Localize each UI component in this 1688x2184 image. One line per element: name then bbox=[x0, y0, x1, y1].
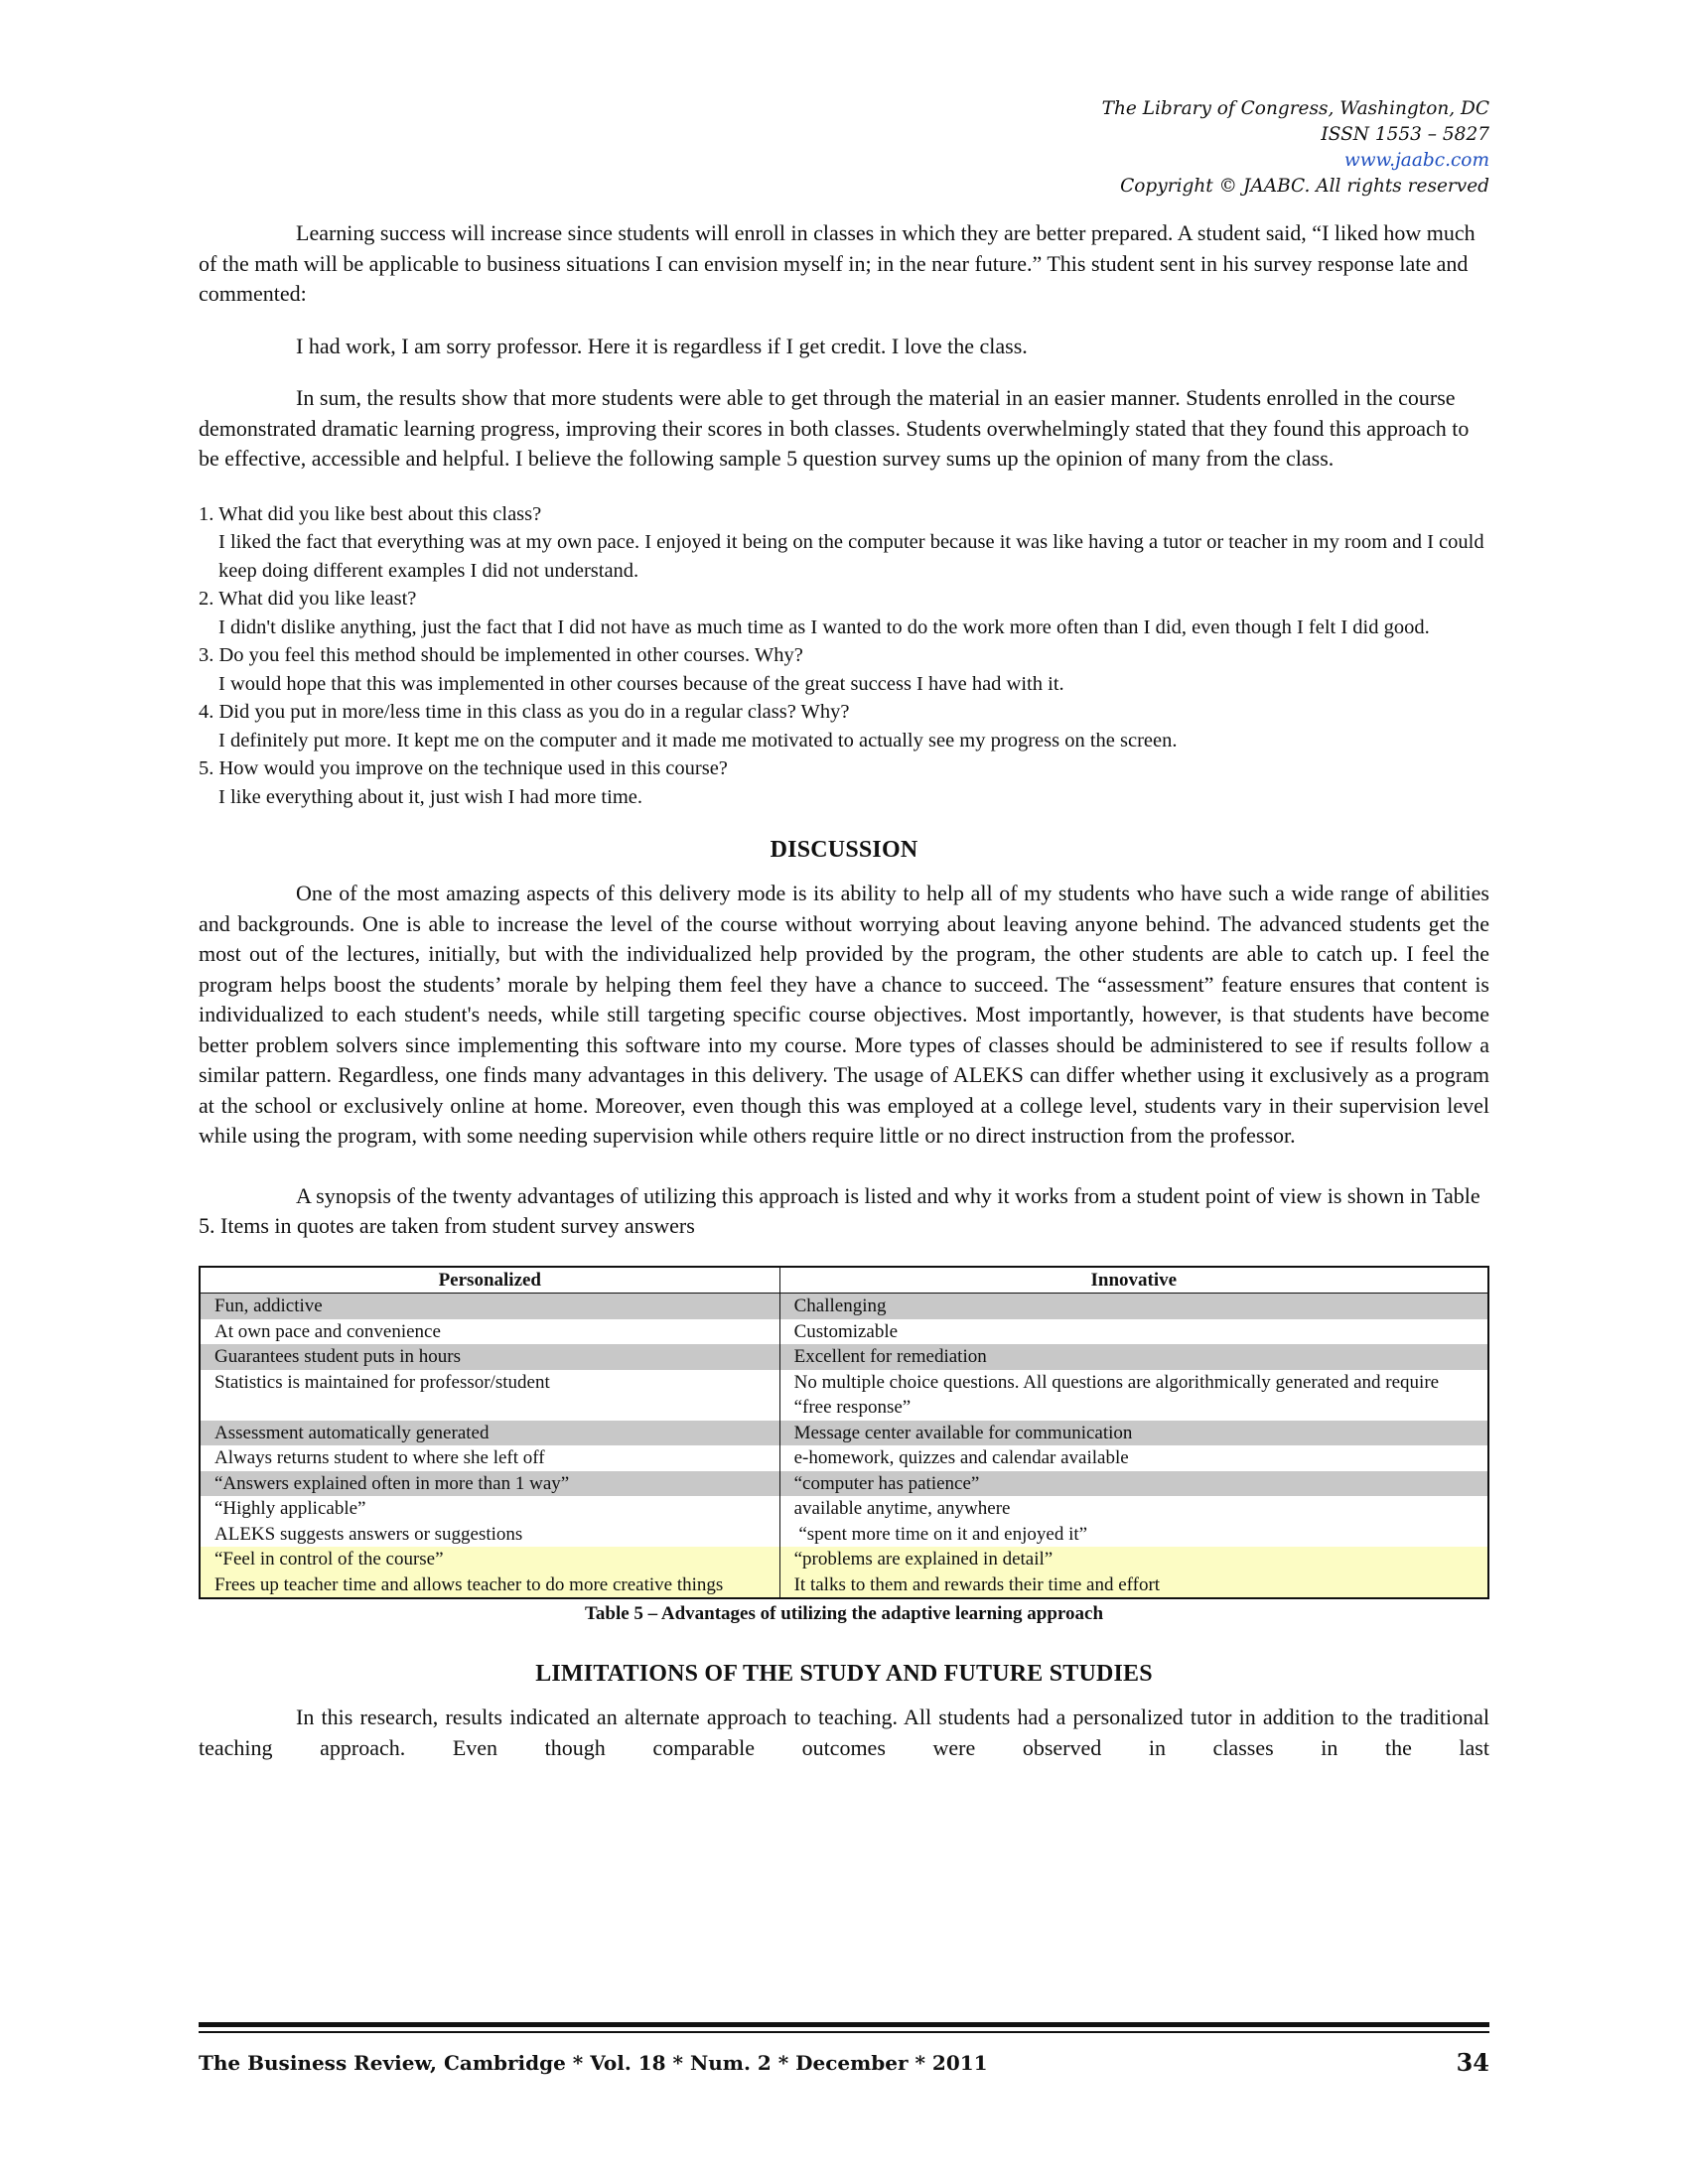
survey-question: 2. What did you like least? bbox=[199, 588, 417, 610]
header-copyright: Copyright © JAABC. All rights reserved bbox=[1120, 176, 1489, 197]
discussion-heading: DISCUSSION bbox=[770, 837, 918, 863]
paragraph-in-sum: In sum, the results show that more students were able to get through the material in an easier manner. Students enrolled in the course demonstrated dramatic learning progress, improving their scores in both classes. Students overwhelmingly stated that they found this approach to be effective, accessible and helpful. I believe the following sample 5 question survey sums up the opinion of many from the class. bbox=[199, 385, 1470, 471]
header-library: The Library of Congress, Washington, DC bbox=[1101, 98, 1489, 119]
table-cell bbox=[200, 1294, 779, 1319]
table-cell bbox=[779, 1344, 1488, 1370]
cell-text: “Feel in control of the course” bbox=[214, 1549, 444, 1570]
footer-rule-thick bbox=[199, 2022, 1489, 2027]
cell-text: Challenging bbox=[793, 1296, 887, 1316]
table-cell bbox=[779, 1370, 1488, 1421]
cell-text: Guarantees student puts in hours bbox=[214, 1346, 462, 1367]
paragraph-learning-success: Learning success will increase since students will enroll in classes in which they are better prepared. A student said, “I liked how much of the math will be applicable to business situations I can envision myself in; in the near future.” This student sent in his survey response late and commented: bbox=[199, 220, 1476, 306]
cell-text: available anytime, anywhere bbox=[793, 1498, 1011, 1519]
cell-text: “Answers explained often in more than 1 way” bbox=[214, 1472, 570, 1494]
header-issn: ISSN 1553 – 5827 bbox=[1321, 124, 1489, 145]
table-row bbox=[200, 1496, 1488, 1547]
table-cell bbox=[200, 1547, 779, 1598]
table-cell bbox=[200, 1496, 779, 1547]
table-row bbox=[200, 1421, 1488, 1446]
cell-text: ALEKS suggests answers or suggestions bbox=[214, 1523, 523, 1545]
table-cell bbox=[779, 1445, 1488, 1471]
survey-question: 4. Did you put in more/less time in this class as you do in a regular class? Why? bbox=[199, 701, 850, 723]
column-header-innovative: Innovative bbox=[779, 1267, 1488, 1294]
table-cell bbox=[200, 1344, 779, 1370]
cell-text: No multiple choice questions. All questions are algorithmically generated and require “free response” bbox=[793, 1371, 1440, 1418]
table-row bbox=[200, 1344, 1488, 1370]
cell-text: Statistics is maintained for professor/student bbox=[214, 1371, 550, 1393]
cell-text: Always returns student to where she left off bbox=[214, 1447, 545, 1468]
survey-question: 1. What did you like best about this class? bbox=[199, 502, 542, 525]
table-cell bbox=[200, 1421, 779, 1446]
table-cell bbox=[779, 1547, 1488, 1598]
cell-text: Excellent for remediation bbox=[793, 1346, 987, 1367]
table-header-row bbox=[200, 1267, 1488, 1294]
cell-text: Frees up teacher time and allows teacher to do more creative things bbox=[214, 1573, 724, 1595]
table-cell bbox=[200, 1445, 779, 1471]
table-row bbox=[200, 1319, 1488, 1345]
table-row bbox=[200, 1294, 1488, 1319]
table-row bbox=[200, 1445, 1488, 1471]
discussion-paragraph: One of the most amazing aspects of this delivery mode is its ability to help all of my students who have such a wide range of abilities and backgrounds. One is able to increase the level of the course without worrying about leaving anyone behind. The advanced students get the most out of the lectures, initially, but with the individualized help provided by the program, the other students are able to catch up. I feel the program helps boost the students’ morale by helping them feel they have a chance to succeed. The “assessment” feature ensures that content is individualized to each student's needs, while still targeting specific course objectives. Most importantly, however, is that students have become better problem solvers since implementing this software into my course. More types of classes should be administered to see if results follow a similar pattern. Regardless, one finds many advantages in this delivery. The usage of ALEKS can differ whether using it exclusively as a program at the school or exclusively online at home. Moreover, even though this was employed at a college level, students vary in their supervision level while using the program, with some needing supervision while others require little or no direct instruction from the professor. bbox=[199, 881, 1489, 1148]
cell-text: e-homework, quizzes and calendar available bbox=[793, 1447, 1129, 1468]
cell-text: “Highly applicable” bbox=[214, 1498, 366, 1519]
student-quote: I had work, I am sorry professor. Here it is regardless if I get credit. I love the class. bbox=[296, 333, 1028, 358]
limitations-paragraph: In this research, results indicated an alternate approach to teaching. All students had a personalized tutor in addition to the traditional teaching approach. Even though comparable outcomes were observed in classes in the last bbox=[199, 1705, 1489, 1760]
advantages-table bbox=[199, 1266, 1489, 1600]
cell-text: Message center available for communication bbox=[793, 1422, 1133, 1443]
survey-answer: I definitely put more. It kept me on the computer and it made me motivated to actually see my progress on the screen. bbox=[218, 729, 1178, 751]
table-cell bbox=[779, 1421, 1488, 1446]
cell-text: “computer has patience” bbox=[793, 1472, 980, 1494]
survey-question: 5. How would you improve on the technique used in this course? bbox=[199, 757, 728, 779]
cell-text: Fun, addictive bbox=[214, 1296, 323, 1316]
survey-question: 3. Do you feel this method should be implemented in other courses. Why? bbox=[199, 644, 803, 666]
table-cell bbox=[779, 1471, 1488, 1497]
table-cell bbox=[779, 1294, 1488, 1319]
running-footer bbox=[199, 2049, 1489, 2077]
table-cell bbox=[200, 1319, 779, 1345]
table-cell bbox=[200, 1471, 779, 1497]
table-row bbox=[200, 1471, 1488, 1497]
survey-answer: I like everything about it, just wish I had more time. bbox=[218, 785, 642, 808]
table-row bbox=[200, 1547, 1488, 1598]
survey-answer: I didn't dislike anything, just the fact that I did not have as much time as I wanted to do the work more often than I did, even though I felt I did good. bbox=[218, 615, 1430, 638]
cell-text: Customizable bbox=[793, 1320, 899, 1342]
cell-text: At own pace and convenience bbox=[214, 1320, 441, 1342]
running-header bbox=[1102, 96, 1489, 200]
cell-text: “problems are explained in detail” bbox=[793, 1549, 1054, 1570]
survey-answer: I liked the fact that everything was at my own pace. I enjoyed it being on the computer because it was like having a tutor or teacher in my room and I could keep doing different examples I did not understand. bbox=[218, 531, 1484, 582]
table-row bbox=[200, 1370, 1488, 1421]
table-cell bbox=[200, 1370, 779, 1421]
table-caption: Table 5 – Advantages of utilizing the adaptive learning approach bbox=[584, 1603, 1104, 1624]
main-content bbox=[199, 218, 1489, 1763]
cell-text: Assessment automatically generated bbox=[214, 1422, 490, 1443]
footer-journal: The Business Review, Cambridge * Vol. 18 * Num. 2 * December * 2011 bbox=[199, 2051, 988, 2075]
survey-answer: I would hope that this was implemented in other courses because of the great success I have had with it. bbox=[218, 672, 1064, 695]
table-cell bbox=[779, 1319, 1488, 1345]
header-website-link[interactable]: www.jaabc.com bbox=[1343, 150, 1489, 171]
column-header-personalized: Personalized bbox=[200, 1267, 779, 1294]
survey-list bbox=[199, 500, 1489, 812]
table-cell bbox=[779, 1496, 1488, 1547]
page-number: 34 bbox=[1456, 2048, 1489, 2077]
limitations-heading: LIMITATIONS OF THE STUDY AND FUTURE STUDIES bbox=[535, 1661, 1153, 1687]
footer-rule-thin bbox=[199, 2031, 1489, 2033]
synopsis-paragraph: A synopsis of the twenty advantages of utilizing this approach is listed and why it works from a student point of view is shown in Table 5. Items in quotes are taken from student survey answers bbox=[199, 1182, 1480, 1238]
cell-text: It talks to them and rewards their time and effort bbox=[793, 1573, 1161, 1595]
cell-text: “spent more time on it and enjoyed it” bbox=[793, 1523, 1088, 1545]
